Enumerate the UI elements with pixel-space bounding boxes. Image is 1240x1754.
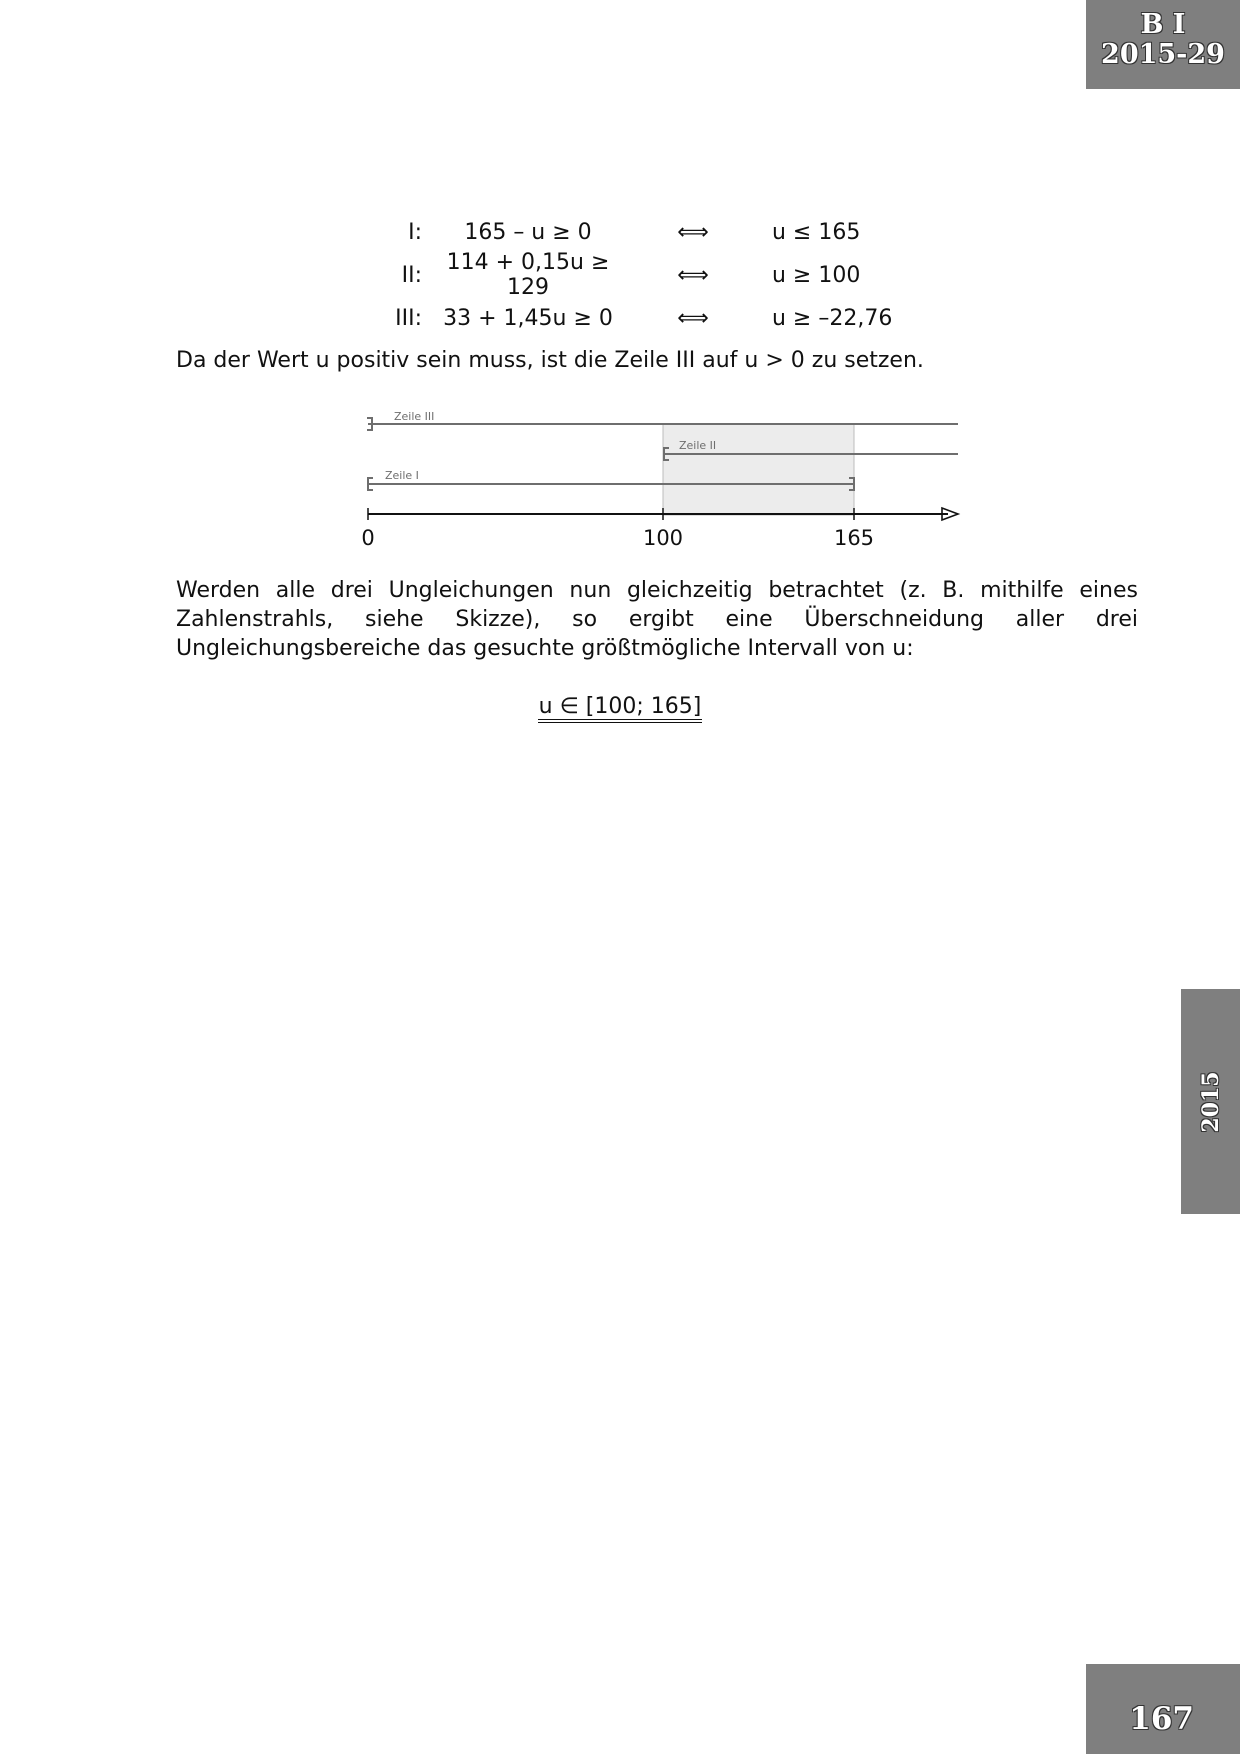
row-label: II: [401, 262, 422, 288]
inequality-right: u ≥ –22,76 [772, 305, 893, 331]
inequality-left: 114 + 0,15u ≥ 129 [446, 250, 610, 300]
page-number: 167 [1129, 1701, 1194, 1737]
inequality-left: 33 + 1,45u ≥ 0 [443, 305, 613, 331]
year-tab [1181, 989, 1240, 1214]
tick-label-165: 165 [833, 526, 875, 550]
inequality-right: u ≥ 100 [772, 262, 861, 288]
section-label: B I [1140, 9, 1186, 40]
inequality-left: 165 – u ≥ 0 [464, 219, 592, 245]
section-code: 2015-29 [1101, 39, 1225, 70]
result-interval [0, 692, 1240, 721]
equivalence-arrow: ⟺ [677, 305, 709, 331]
paragraph-intersection: Werden alle drei Ungleichungen nun gleichzeitig betrachtet (z. B. mithilfe eines Zahlenstrahls, siehe Skizze), so ergibt eine Überschneidung aller drei Ungleichungsbereiche das gesuchte größtmögliche Intervall von u: [176, 578, 1138, 661]
inequality-row [350, 300, 950, 336]
result-text: u ∈ [100; 165] [538, 694, 703, 723]
page-number-tab [1086, 1664, 1240, 1754]
number-line-sketch [340, 402, 980, 557]
row-label: III: [395, 305, 422, 331]
inequality-row [350, 250, 950, 300]
section-tab [1086, 0, 1240, 89]
label-zeile-2: Zeile II [679, 439, 717, 452]
year-tab-label: 2015 [1197, 1070, 1224, 1133]
inequality-table [350, 214, 950, 336]
paragraph-positive-u: Da der Wert u positiv sein muss, ist die Zeile III auf u > 0 zu setzen. [176, 348, 924, 373]
equivalence-arrow: ⟺ [677, 262, 709, 288]
tick-label-100: 100 [642, 526, 684, 550]
label-zeile-1: Zeile I [385, 469, 419, 482]
intersection-shading [663, 424, 854, 515]
inequality-row [350, 214, 950, 250]
row-label: I: [408, 219, 422, 245]
equivalence-arrow: ⟺ [677, 219, 709, 245]
inequality-right: u ≤ 165 [772, 219, 861, 245]
tick-label-0: 0 [361, 526, 375, 550]
label-zeile-3: Zeile III [394, 410, 435, 423]
